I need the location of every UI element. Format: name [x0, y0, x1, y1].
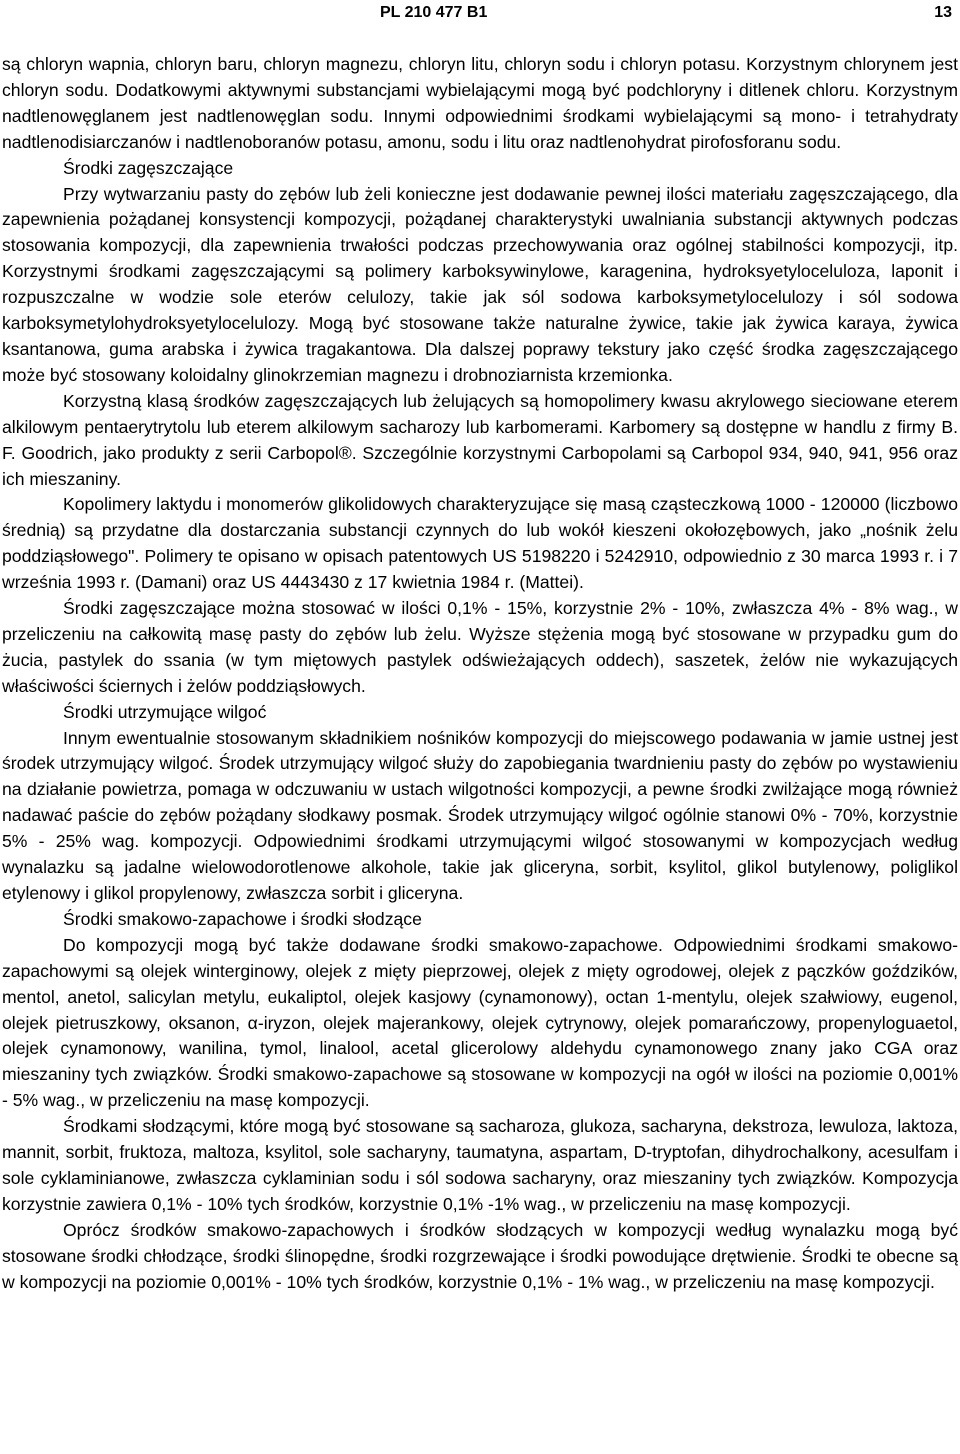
paragraph: Środki zagęszczające można stosować w ilości 0,1% - 15%, korzystnie 2% - 10%, zwłaszcza 4% - 8% wag., w przeliczeniu na całkowitą masę pasty do zębów lub żelu. Wyższe stężenia mogą być stosowane w przypadku gum do żucia, pastylek do ssania (w tym miętowych pastylek odświeżających oddech), saszetek, żelów nie wykazujących właściwości ściernych i żelów poddziąsłowych.: [2, 598, 958, 696]
paragraph: Korzystną klasą środków zagęszczających lub żelujących są homopolimery kwasu akrylowego sieciowane eterem alkilowym pentaerytrytolu lub eterem alkilowym sacharozy lub karbomerami. Karbomery są dostępne w handlu z firmy B. F. Goodrich, jako produkty z serii Carbopol®. Szczególnie korzystnymi Carbopolami są Carbopol 934, 940, 941, 956 oraz ich mieszaniny.: [2, 390, 958, 489]
section-heading-humectants: Środki utrzymujące wilgoć: [63, 701, 267, 722]
document-id: PL 210 477 B1: [380, 4, 488, 21]
paragraph: Środkami słodzącymi, które mogą być stosowane są sacharoza, glukoza, sacharyna, dekstroza, lewuloza, laktoza, mannit, sorbit, fruktoza, maltoza, ksylitol, sole sacharyny, taumatyna, aspartam, D-tryptofan, dihydrochalkony, acesulfam i sole cyklaminianowe, zwłaszcza cyklaminian sodu i sól sodowa sacharyny, oraz mieszaniny tych związków. Kompozycja korzystnie zawiera 0,1% - 10% tych środków, korzystnie 0,1% -1% wag., w przeliczeniu na masę kompozycji.: [2, 1116, 958, 1214]
document-body: [2, 52, 958, 1296]
page-header: [0, 4, 960, 26]
section-heading-flavorants: Środki smakowo-zapachowe i środki słodzące: [63, 908, 422, 929]
page-number: 13: [934, 4, 952, 21]
section-heading-thickeners: Środki zagęszczające: [63, 157, 234, 178]
paragraph: Innym ewentualnie stosowanym składnikiem nośników kompozycji do miejscowego podawania w jamie ustnej jest środek utrzymujący wilgoć. Środek utrzymujący wilgoć służy do zapobiegania twardnieniu pasty do zębów po wystawieniu na działanie powietrza, pomaga w odczuwaniu w ustach wilgotności kompozycji, a pewne środki zwilżające mogą również nadawać paście do zębów pożądany słodkawy posmak. Środek utrzymujący wilgoć ogólnie stanowi 0% - 70%, korzystnie 5% - 25% wag. kompozycji. Odpowiednimi środkami utrzymującymi wilgoć stosowanymi w kompozycjach według wynalazku są jadalne wielowodorotlenowe alkohole, takie jak gliceryna, sorbit, ksylitol, glikol butylenowy, poliglikol etylenowy i glikol propylenowy, zwłaszcza sorbit i gliceryna.: [2, 727, 958, 903]
paragraph: Do kompozycji mogą być także dodawane środki smakowo-zapachowe. Odpowiednimi środkami smakowo-zapachowymi są olejek winterginowy, olejek z mięty pieprzowej, olejek z mięty ogrodowej, olejek z pączków goździków, mentol, anetol, salicylan metylu, eukaliptol, olejek kasjowy (cynamonowy), octan 1-mentylu, olejek szałwiowy, eugenol, olejek pietruszkowy, oksanon, α-iryzon, olejek majerankowy, olejek cytrynowy, olejek pomarańczowy, propenyloguaetol, olejek cynamonowy, wanilina, tymol, linalool, acetal glicerolowy aldehydu cynamonowego znany jako CGA oraz mieszaniny tych związków. Środki smakowo-zapachowe są stosowane w kompozycji na ogół w ilości na poziomie 0,001% - 5% wag., w przeliczeniu na masę kompozycji.: [2, 934, 958, 1111]
paragraph: Przy wytwarzaniu pasty do zębów lub żeli konieczne jest dodawanie pewnej ilości materiału zagęszczającego, dla zapewnienia pożądanej konsystencji kompozycji, pożądanej charakterystyki uwalniania substancji aktywnych podczas stosowania kompozycji, dla zapewnienia trwałości podczas przechowywania oraz ogólnej stabilności kompozycji, itp. Korzystnymi środkami zagęszczającymi są polimery karboksywinylowe, karagenina, hydroksyetyloceluloza, laponit i rozpuszczalne w wodzie sole eterów celulozy, takie jak sól sodowa karboksymetylocelulozy i sól sodowa karboksymetylohydroksyetylocelulozy. Mogą być stosowane także naturalne żywice, takie jak żywica karaya, żywica ksantanowa, guma arabska i żywica tragakantowa. Dla dalszej poprawy tekstury jako część środka zagęszczającego może być stosowany koloidalny glinokrzemian magnezu i drobnoziarnista krzemionka.: [2, 183, 958, 385]
paragraph: Kopolimery laktydu i monomerów glikolidowych charakteryzujące się masą cząsteczkową 1000 - 120000 (liczbowo średnią) są przydatne dla dostarczania substancji czynnych do lub wokół kieszeni okołozębowych, jako „nośnik żelu poddziąsłowego". Polimery te opisano w opisach patentowych US 5198220 i 5242910, odpowiednio z 30 marca 1993 r. i 7 września 1993 r. (Damani) oraz US 4443430 z 17 kwietnia 1984 r. (Mattei).: [2, 494, 958, 593]
paragraph: są chloryn wapnia, chloryn baru, chloryn magnezu, chloryn litu, chloryn sodu i chloryn potasu. Korzystnym chlorynem jest chloryn sodu. Dodatkowymi aktywnymi substancjami wybielającymi mogą być podchloryny i ditlenek chloru. Korzystnym nadtlenowęglanem jest nadtlenowęglan sodu. Innymi odpowiednimi środkami wybielającymi są mono- i tetrahydraty nadtlenodisiarczanów i nadtlenoboranów potasu, amonu, sodu i litu oraz nadtlenohydrat pirofosforanu sodu.: [2, 54, 958, 152]
paragraph: Oprócz środków smakowo-zapachowych i środków słodzących w kompozycji według wynalazku mogą być stosowane środki chłodzące, środki ślinopędne, środki rozgrzewające i środki powodujące drętwienie. Środki te obecne są w kompozycji na poziomie 0,001% - 10% tych środków, korzystnie 0,1% - 1% wag., w przeliczeniu na masę kompozycji.: [2, 1219, 958, 1292]
